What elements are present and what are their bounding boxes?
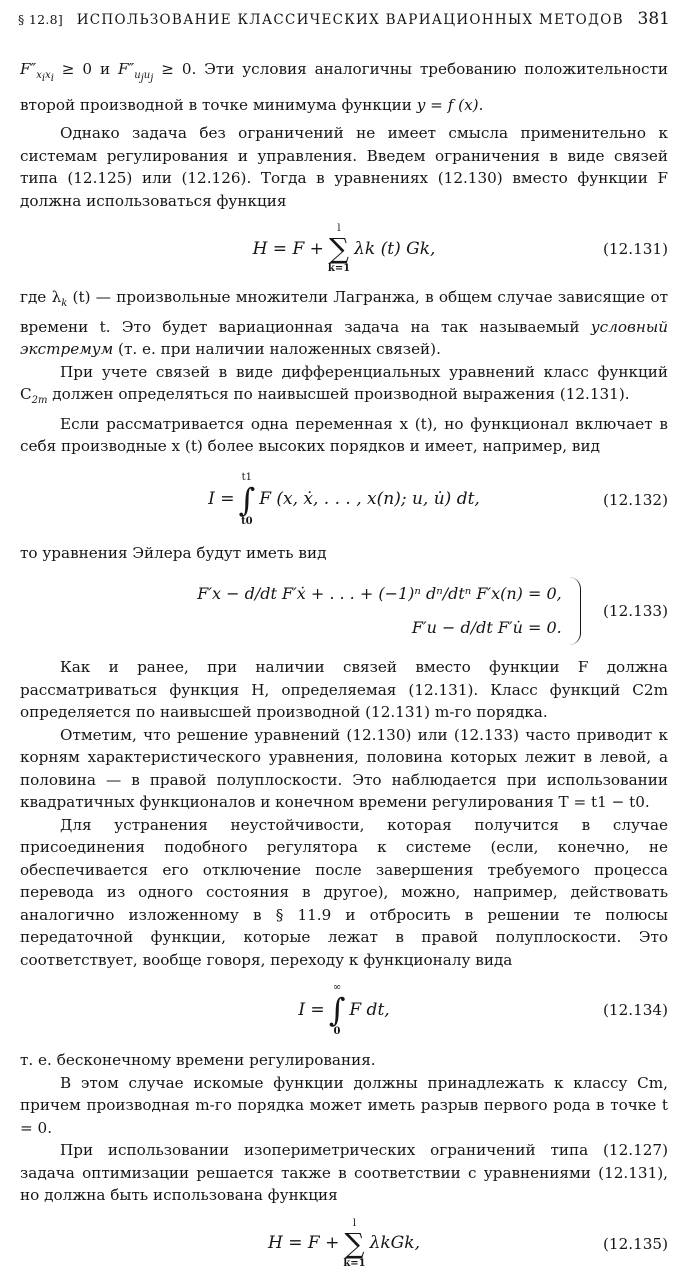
paragraph-8: Отметим, что решение уравнений (12.130) или (12.133) часто приводит к корням характеристического уравнения, половина которых лежит в левой, а половина — в правой полуплоскости. Это наблюдается при использовании квадратичных функционалов и конечном времени регулирования T = t1 − t0.: [20, 725, 668, 812]
section-ref: § 12.8]: [18, 12, 64, 27]
euler-system: F′x − d/dt F′ẋ + . . . + (−1)ⁿ dⁿ/dtⁿ F′x(n) = 0, F′u − d/dt F′u̇ = 0.: [197, 577, 580, 645]
paragraph-4: При учете связей в виде дифференциальных уравнений класс функций $C_{2m}$ должен определяться по наивысшей производной выражения (12.131).: [20, 362, 668, 407]
equation-number: (12.131): [603, 239, 668, 258]
paragraph-7: Как и ранее, при наличии связей вместо функции F должна рассматриваться функция H, определяемая (12.131). Класс функций C2m определяется по наивысшей производной (12.131) m-го порядка.: [20, 658, 668, 722]
equation-12-131: H = F + l ∑ k=1 λk (t) Gk, (12.131): [252, 223, 668, 275]
equation-number: (12.135): [603, 1234, 668, 1253]
paragraph-11: В этом случае искомые функции должны принадлежать к классу Cm, причем производная m-го порядка может иметь разрыв первого рода в точке t = 0.: [20, 1073, 668, 1137]
paragraph-10: т. е. бесконечному времени регулирования.: [20, 1051, 376, 1070]
paragraph-6: то уравнения Эйлера будут иметь вид: [20, 543, 327, 562]
equation-number: (12.134): [603, 1000, 668, 1019]
paragraph-5: Если рассматривается одна переменная x (t), но функционал включает в себя производные x (t) более высоких порядков и имеет, например, вид: [20, 414, 668, 456]
equation-12-135: H = F + l ∑ k=1 λkGk, (12.135): [268, 1217, 668, 1269]
paragraph-9: Для устранения неустойчивости, которая получится в случае присоединения подобного регулятора к системе (если, конечно, не обеспечивается его отключение после завершения требуемого процесса перевода из одного состояния в другое), можно, например, действовать аналогично изложенному в § 11.9 и отбросить в решении те полюсы передаточной функции, которые лежат в правой полуплоскости. Это соответствует, вообще говоря, переходу к функционалу вида: [20, 815, 668, 969]
equation-number: (12.132): [603, 490, 668, 509]
equation-number: (12.133): [603, 601, 668, 620]
paragraph-12: При использовании изопериметрических ограничений типа (12.127) задача оптимизации решается также в соответствии с уравнениями (12.131), но должна быть использована функция: [20, 1141, 668, 1205]
running-header: [18, 8, 670, 34]
running-title: ИСПОЛЬЗОВАНИЕ КЛАССИЧЕСКИХ ВАРИАЦИОННЫХ МЕТОДОВ: [76, 12, 624, 28]
paragraph-1: $F''_{x_ix_i} \ge 0$ и $F''_{u_ju_j} \ge 0$. Эти условия аналогичны требованию положительности второй производной в точке минимума функции y = f (x).: [20, 60, 668, 115]
page-number: 381: [637, 9, 670, 29]
equation-12-133: [20, 568, 668, 654]
paragraph-2: Однако задача без ограничений не имеет смысла применительно к системам регулирования и управления. Введем ограничения в виде связей типа (12.125) или (12.126). Тогда в уравнениях (12.130) вместо функции F должна использоваться функция: [20, 124, 668, 210]
equation-12-132: I = t1 ∫ t0 F (x, ẋ, . . . , x(n); u, u̇) dt, (12.132): [208, 471, 668, 527]
paragraph-3: где $\lambda_k$ (t) — произвольные множители Лагранжа, в общем случае зависящие от времени t. Это будет вариационная задача на так называемый условный экстремум (т. е. при наличии наложенных связей).: [20, 288, 668, 359]
equation-12-134: I = ∞ ∫ 0 F dt, (12.134): [298, 982, 668, 1038]
page-body: [20, 56, 668, 1281]
